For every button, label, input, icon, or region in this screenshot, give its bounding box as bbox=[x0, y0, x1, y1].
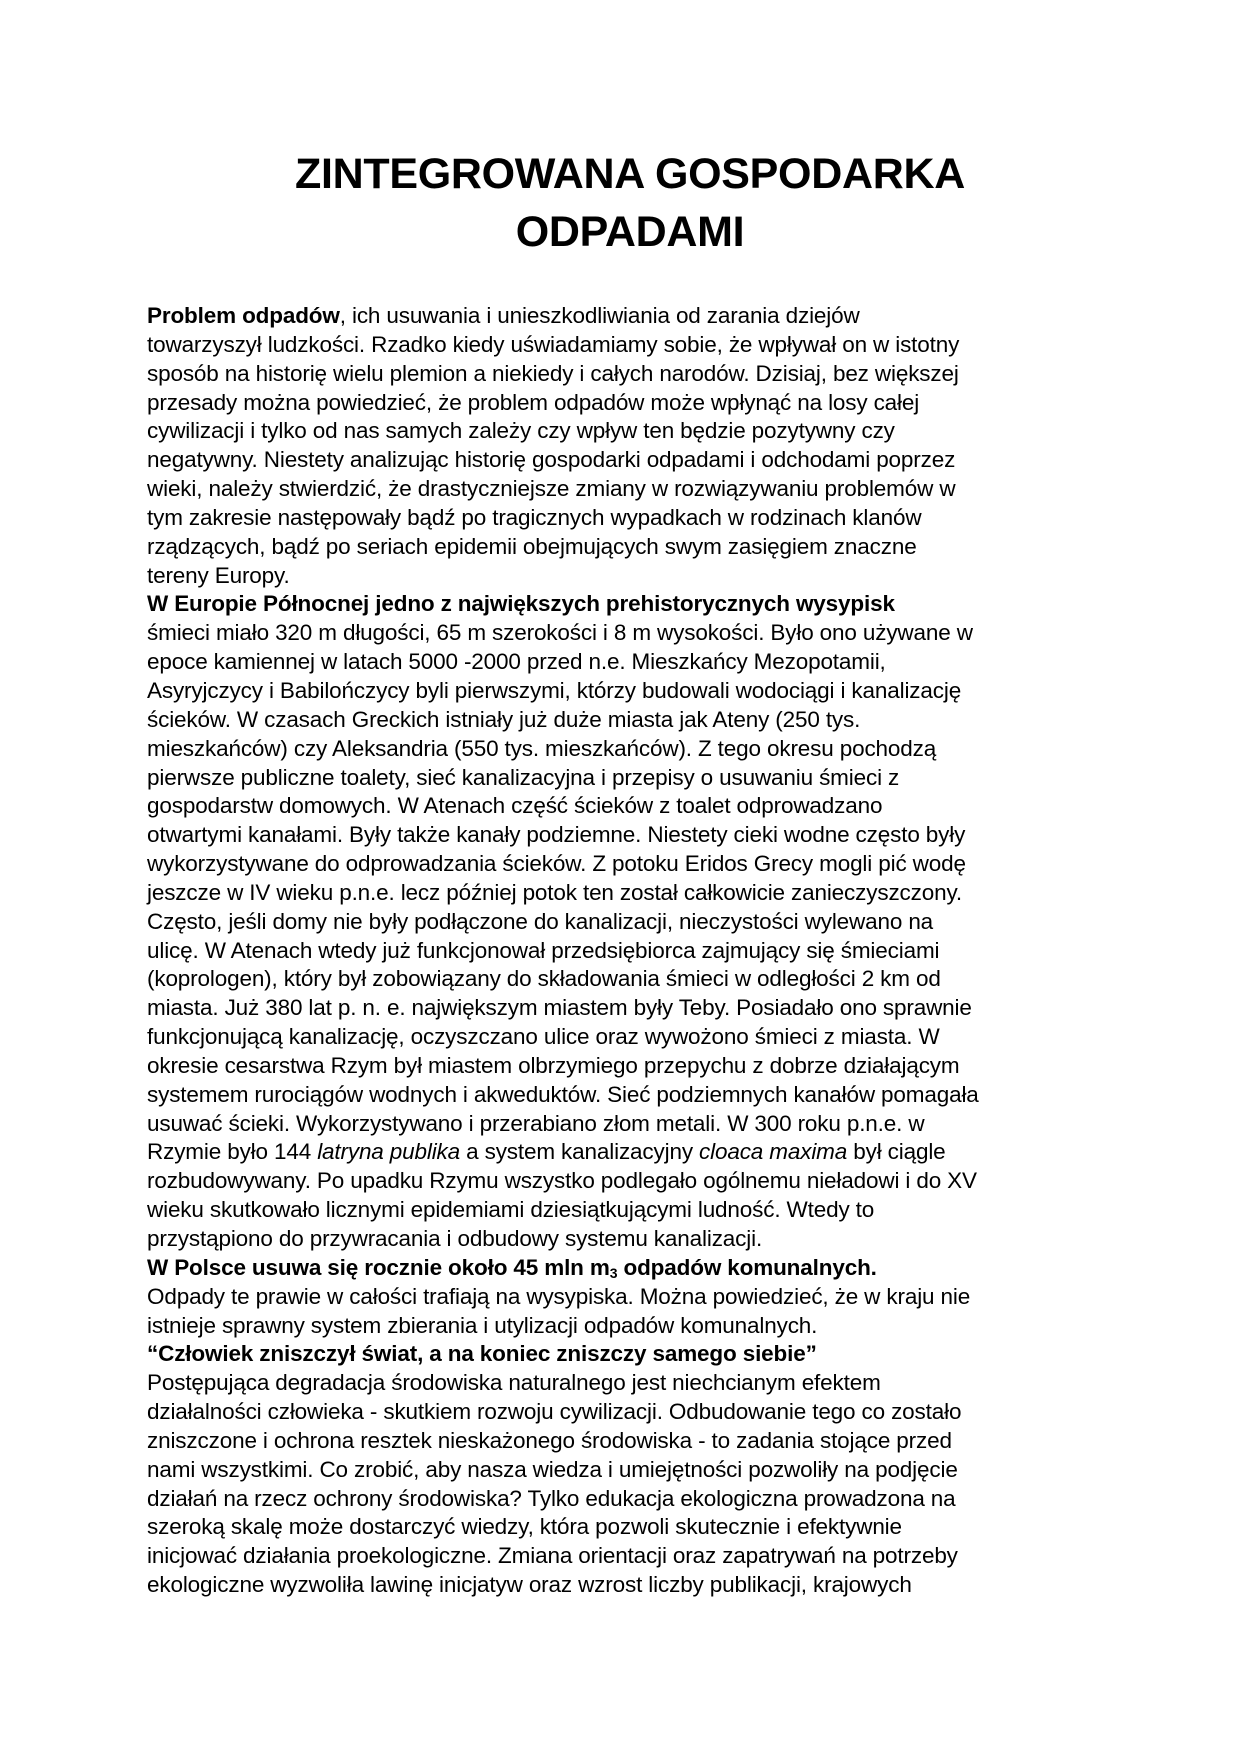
text-line bbox=[147, 1312, 1097, 1341]
bold-text: “Człowiek zniszczył świat, a na koniec zniszczy samego siebie” bbox=[147, 1341, 817, 1367]
plain-text: inicjować działania proekologiczne. Zmiana orientacji oraz zapatrywań na potrzeby bbox=[147, 1543, 958, 1569]
plain-text: pierwsze publiczne toalety, sieć kanalizacyjna i przepisy o usuwaniu śmieci z bbox=[147, 764, 900, 790]
text-line bbox=[147, 533, 1097, 562]
plain-text: Często, jeśli domy nie były podłączone do kanalizacji, nieczystości wylewano na bbox=[147, 908, 934, 934]
plain-text: funkcjonującą kanalizację, oczyszczano ulice oraz wywożono śmieci z miasta. W bbox=[147, 1024, 940, 1050]
bold-text: Problem odpadów bbox=[147, 303, 340, 328]
plain-text: Asyryjczycy i Babilończycy byli pierwszymi, którzy budowali wodociągi i kanalizację bbox=[147, 677, 962, 703]
text-line bbox=[147, 360, 1097, 389]
plain-text: wieki, należy stwierdzić, że drastyczniejsze zmiany w rozwiązywaniu problemów w bbox=[147, 476, 956, 502]
text-line bbox=[147, 1225, 1097, 1254]
text-line bbox=[147, 1023, 1097, 1052]
text-line bbox=[147, 850, 1097, 879]
plain-text: działań na rzecz ochrony środowiska? Tylko edukacja ekologiczna prowadzona na bbox=[147, 1485, 956, 1511]
text-line bbox=[147, 1398, 1097, 1427]
plain-text: a system kanalizacyjny bbox=[460, 1139, 700, 1165]
bold-text: W Europie Północnej jedno z największych prehistorycznych wysypisk bbox=[147, 591, 895, 617]
plain-text: epoce kamiennej w latach 5000 -2000 przed n.e. Mieszkańcy Mezopotamii, bbox=[147, 649, 886, 675]
text-line bbox=[147, 1254, 1097, 1283]
plain-text: rządzących, bądź po seriach epidemii obejmujących swym zasięgiem znaczne bbox=[147, 533, 917, 559]
plain-text: gospodarstw domowych. W Atenach część ścieków z toalet odprowadzano bbox=[147, 793, 883, 819]
plain-text: był ciągle bbox=[847, 1139, 946, 1165]
plain-text: okresie cesarstwa Rzym był miastem olbrzymiego przepychu z dobrze działającym bbox=[147, 1052, 960, 1078]
plain-text: tym zakresie następowały bądź po tragicznych wypadkach w rodzinach klanów bbox=[147, 504, 922, 530]
text-line bbox=[147, 562, 1097, 591]
title-line-1: ZINTEGROWANA GOSPODARKA bbox=[295, 150, 965, 198]
text-line bbox=[147, 1340, 1097, 1369]
text-line bbox=[147, 1456, 1097, 1485]
text-line bbox=[147, 1427, 1097, 1456]
bold-text: W Polsce usuwa się rocznie około 45 mln m bbox=[147, 1254, 610, 1280]
plain-text: wieku skutkowało licznymi epidemiami dziesiątkującymi ludność. Wtedy to bbox=[147, 1197, 875, 1223]
text-line bbox=[147, 1081, 1097, 1110]
text-line bbox=[147, 764, 1097, 793]
text-line bbox=[147, 1369, 1097, 1398]
plain-text: ulicę. W Atenach wtedy już funkcjonował przedsiębiorca zajmujący się śmieciami bbox=[147, 937, 940, 963]
text-line bbox=[147, 389, 1097, 418]
plain-text: ścieków. W czasach Greckich istniały już duże miasta jak Ateny (250 tys. bbox=[147, 706, 861, 732]
plain-text: (koprologen), który był zobowiązany do składowania śmieci w odległości 2 km od bbox=[147, 966, 941, 992]
document-body bbox=[147, 302, 1097, 1600]
subscript-text: 3 bbox=[609, 1264, 618, 1281]
text-line bbox=[147, 1110, 1097, 1139]
text-line bbox=[147, 417, 1097, 446]
text-line bbox=[147, 821, 1097, 850]
plain-text: tereny Europy. bbox=[147, 562, 290, 588]
plain-text: negatywny. Niestety analizując historię gospodarki odpadami i odchodami poprzez bbox=[147, 447, 956, 473]
plain-text: rozbudowywany. Po upadku Rzymu wszystko podlegało ogólnemu nieładowi i do XV bbox=[147, 1168, 977, 1194]
plain-text: szeroką skalę może dostarczyć wiedzy, która pozwoli skutecznie i efektywnie bbox=[147, 1514, 902, 1540]
plain-text: wykorzystywane do odprowadzania ścieków. Z potoku Eridos Grecy mogli pić wodę bbox=[147, 851, 966, 877]
text-line bbox=[147, 965, 1097, 994]
text-line bbox=[147, 331, 1097, 360]
text-line bbox=[147, 648, 1097, 677]
text-line bbox=[147, 677, 1097, 706]
plain-text: Odpady te prawie w całości trafiają na wysypiska. Można powiedzieć, że w kraju nie bbox=[147, 1283, 971, 1309]
text-line bbox=[147, 994, 1097, 1023]
text-line bbox=[147, 446, 1097, 475]
text-line bbox=[147, 1196, 1097, 1225]
plain-text: towarzyszył ludzkości. Rzadko kiedy uświadamiamy sobie, że wpływał on w istotny bbox=[147, 331, 960, 357]
text-line bbox=[147, 302, 1097, 331]
plain-text: Postępująca degradacja środowiska naturalnego jest niechcianym efektem bbox=[147, 1370, 881, 1396]
text-line bbox=[147, 735, 1097, 764]
plain-text: nami wszystkimi. Co zrobić, aby nasza wiedza i umiejętności pozwoliły na podjęcie bbox=[147, 1456, 958, 1482]
plain-text: jeszcze w IV wieku p.n.e. lecz później potok ten został całkowicie zanieczyszczony. bbox=[147, 879, 963, 905]
plain-text: działalności człowieka - skutkiem rozwoju cywilizacji. Odbudowanie tego co zostało bbox=[147, 1399, 962, 1425]
text-line bbox=[147, 1283, 1097, 1312]
text-line bbox=[147, 937, 1097, 966]
text-line bbox=[147, 1542, 1097, 1571]
text-line bbox=[147, 619, 1097, 648]
italic-text: cloaca maxima bbox=[699, 1139, 848, 1165]
plain-text: przesady można powiedzieć, że problem odpadów może wpłynąć na losy całej bbox=[147, 389, 920, 415]
text-line bbox=[147, 1167, 1097, 1196]
text-line bbox=[147, 1485, 1097, 1514]
text-line bbox=[147, 475, 1097, 504]
bold-text: odpadów komunalnych. bbox=[617, 1254, 877, 1280]
plain-text: przystąpiono do przywracania i odbudowy systemu kanalizacji. bbox=[147, 1226, 763, 1251]
text-line bbox=[147, 1138, 1097, 1167]
text-line bbox=[147, 1571, 1097, 1600]
plain-text: Rzymie było 144 bbox=[147, 1139, 318, 1165]
text-line bbox=[147, 706, 1097, 735]
plain-text: ekologiczne wyzwoliła lawinę inicjatyw oraz wzrost liczby publikacji, krajowych bbox=[147, 1572, 912, 1598]
italic-text: latryna publika bbox=[317, 1139, 461, 1165]
text-line bbox=[147, 1513, 1097, 1542]
text-line bbox=[147, 590, 1097, 619]
document-title bbox=[130, 145, 1130, 261]
text-line bbox=[147, 792, 1097, 821]
plain-text: istnieje sprawny system zbierania i utylizacji odpadów komunalnych. bbox=[147, 1312, 818, 1338]
plain-text: , ich usuwania i unieszkodliwiania od zarania dziejów bbox=[339, 303, 860, 328]
text-line bbox=[147, 879, 1097, 908]
plain-text: zniszczone i ochrona resztek nieskażonego środowiska - to zadania stojące przed bbox=[147, 1427, 952, 1453]
plain-text: otwartymi kanałami. Były także kanały podziemne. Niestety cieki wodne często były bbox=[147, 822, 966, 848]
plain-text: mieszkańców) czy Aleksandria (550 tys. mieszkańców). Z tego okresu pochodzą bbox=[147, 735, 937, 761]
plain-text: śmieci miało 320 m długości, 65 m szerokości i 8 m wysokości. Było ono używane w bbox=[147, 620, 973, 646]
plain-text: usuwać ścieki. Wykorzystywano i przerabiano złom metali. W 300 roku p.n.e. w bbox=[147, 1110, 925, 1136]
text-line bbox=[147, 1052, 1097, 1081]
plain-text: miasta. Już 380 lat p. n. e. największym miastem były Teby. Posiadało ono sprawnie bbox=[147, 995, 972, 1021]
plain-text: cywilizacji i tylko od nas samych zależy czy wpływ ten będzie pozytywny czy bbox=[147, 418, 895, 444]
plain-text: systemem rurociągów wodnych i akweduktów. Sieć podziemnych kanałów pomagała bbox=[147, 1081, 979, 1107]
text-line bbox=[147, 908, 1097, 937]
text-line bbox=[147, 504, 1097, 533]
title-line-2: ODPADAMI bbox=[515, 208, 745, 256]
plain-text: sposób na historię wielu plemion a niekiedy i całych narodów. Dzisiaj, bez większej bbox=[147, 360, 959, 386]
